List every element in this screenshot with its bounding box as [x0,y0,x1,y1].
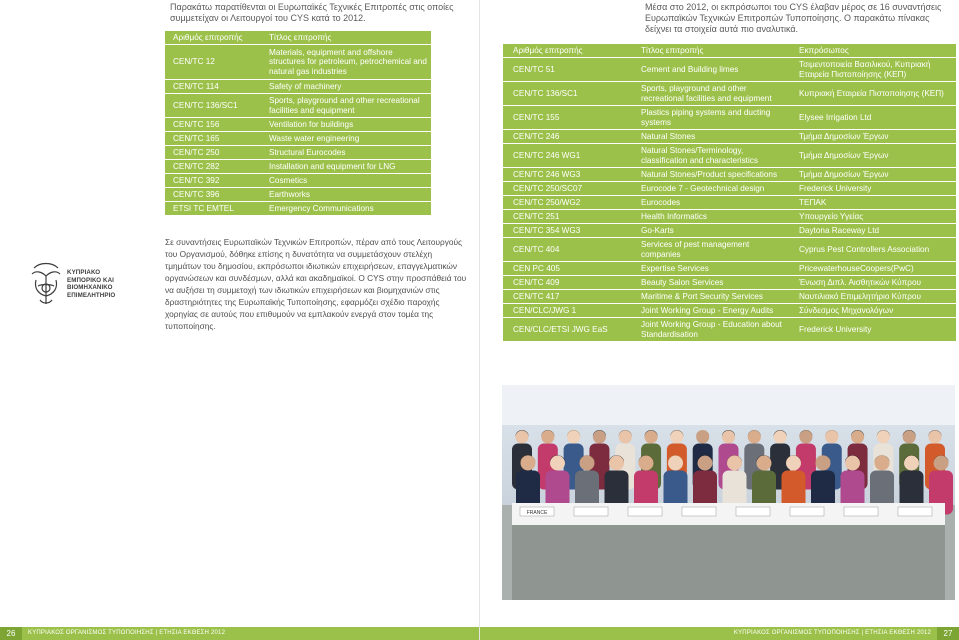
committee-number: CEN/TC 155 [503,105,637,129]
person-head [550,456,565,471]
committee-number: CEN/TC 114 [165,79,265,93]
committee-representative: Frederick University [795,181,956,195]
committee-number: CEN/TC 251 [503,209,637,223]
committee-title: Sports, playground and other recreational facilities and equipment [637,81,795,105]
right-intro-text: Μέσα στο 2012, οι εκπρόσωποι του CYS έλαβαν μέρος σε 16 συναντήσεις Ευρωπαϊκών Τεχνικών Επιτροπών Τυποποίησης. Ο παρακάτω πίνακας δείχνει τα στοιχεία αυτά πιο αναλυτικά. [645,2,942,34]
committee-representative: ΤΕΠΑΚ [795,195,956,209]
person-head [851,431,864,444]
group-photo [502,385,955,600]
committee-title: Safety of machinery [265,79,431,93]
committee-number: CEN/TC 404 [503,237,637,261]
committee-title: Cosmetics [265,173,431,187]
table-row [503,105,956,129]
committee-number: CEN/TC 246 [503,129,637,143]
committee-title: Natural Stones/Product specifications [637,167,795,181]
person-head [670,431,683,444]
person-head [609,456,624,471]
committee-number: CEN/TC 156 [165,117,265,131]
column-header-title: Τίτλος επιτροπής [637,44,795,57]
committee-number: CEN/TC 392 [165,173,265,187]
person-head [727,456,742,471]
committee-title: Plastics piping systems and ducting systems [637,105,795,129]
logo-line: ΒΙΟΜΗΧΑΝΙΚΟ [67,284,113,292]
committee-representative: Τμήμα Δημοσίων Έργων [795,143,956,167]
table-row [165,201,431,215]
committee-representative: Daytona Raceway Ltd [795,223,956,237]
table-row [165,44,431,79]
committee-number: CEN/TC 136/SC1 [165,93,265,117]
table-row [165,187,431,201]
committee-title: Earthworks [265,187,431,201]
committee-representative: Elysee Irrigation Ltd [795,105,956,129]
table-sign-label: FRANCE [526,510,548,516]
committee-number: CEN/TC 417 [503,289,637,303]
column-header-number: Αριθμός επιτροπής [503,44,637,57]
committee-title: Ventilation for buildings [265,117,431,131]
committee-title: Beauty Salon Services [637,275,795,289]
table-row [165,173,431,187]
logo-line: ΕΜΠΟΡΙΚΟ ΚΑΙ [67,276,114,284]
committee-title: Health Informatics [637,209,795,223]
committee-number: CEN PC 405 [503,261,637,275]
group-photo-image [502,385,955,600]
committee-representative: Τμήμα Δημοσίων Έργων [795,129,956,143]
person-head [757,456,772,471]
person-head [696,431,709,444]
committee-representative: PricewaterhouseCoopers(PwC) [795,261,956,275]
person-head [580,456,595,471]
committee-number: ETSI TC EMTEL [165,201,265,215]
table-sign [736,507,770,516]
chamber-logo-text [67,269,115,299]
table-row [165,131,431,145]
committee-title: Eurocode 7 - Geotechnical design [637,181,795,195]
page-number: 26 [0,627,22,640]
committee-title: Joint Working Group - Energy Audits [637,303,795,317]
left-committees-table [165,31,431,215]
committee-title: Go-Karts [637,223,795,237]
footer-text: ΚΥΠΡΙΑΚΟΣ ΟΡΓΑΝΙΣΜΟΣ ΤΥΠΟΠΟΙΗΣΗΣ | ΕΤΗΣΙΑ ΕΚΘΕΣΗ 2012 [28,630,226,636]
person-head [541,431,554,444]
committee-title: Eurocodes [637,195,795,209]
left-footer [0,627,479,640]
person-head [748,431,761,444]
table-sign [790,507,824,516]
left-intro-text: Παρακάτω παρατίθενται οι Ευρωπαϊκές Τεχνικές Επιτροπές στις οποίες συμμετείχαν οι Λειτουργοί του CYS κατά το 2012. [170,2,454,23]
column-header-title: Τίτλος επιτροπής [265,31,431,44]
person-head [929,431,942,444]
table-row [503,81,956,105]
person-head [639,456,654,471]
table-row [503,129,956,143]
person-head [816,456,831,471]
table-header-row [165,31,431,44]
committee-representative: Κυπριακή Εταιρεία Πιστοποίησης (ΚΕΠ) [795,81,956,105]
column-header-number: Αριθμός επιτροπής [165,31,265,44]
table-row [503,195,956,209]
committee-representative: Frederick University [795,317,956,341]
committee-title: Waste water engineering [265,131,431,145]
person-head [877,431,890,444]
person-head [698,456,713,471]
committee-representative: Τμήμα Δημοσίων Έργων [795,167,956,181]
person-head [619,431,632,444]
person-head [668,456,683,471]
table-sign [628,507,662,516]
committee-title: Installation and equipment for LNG [265,159,431,173]
person-head [904,456,919,471]
person-head [825,431,838,444]
person-head [799,431,812,444]
footer-text: ΚΥΠΡΙΑΚΟΣ ΟΡΓΑΝΙΣΜΟΣ ΤΥΠΟΠΟΙΗΣΗΣ | ΕΤΗΣΙΑ ΕΚΘΕΣΗ 2012 [733,630,931,636]
committee-representative: Cyprus Pest Controllers Association [795,237,956,261]
committee-number: CEN/CLC/ETSI JWG EaS [503,317,637,341]
table-row [165,93,431,117]
committee-number: CEN/CLC/JWG 1 [503,303,637,317]
table-row [165,117,431,131]
committee-title: Materials, equipment and offshore structures for petroleum, petrochemical and natural gas industries [265,44,431,79]
person-head [903,431,916,444]
logo-line: ΕΠΙΜΕΛΗΤΗΡΙΟ [67,291,116,299]
table-sign [844,507,878,516]
committee-representative: Τσιμεντοποιεία Βασιλικού, Κυπριακή Εταιρεία Πιστοποίησης (ΚΕΠ) [795,57,956,81]
committee-number: CEN/TC 396 [165,187,265,201]
table-row [503,209,956,223]
person-head [722,431,735,444]
photo-ceiling [502,385,955,425]
committee-representative: Σύνδεσμος Μηχανολόγων [795,303,956,317]
chamber-logo [26,260,146,310]
committee-representative: Ναυτιλιακό Επιμελητήριο Κύπρου [795,289,956,303]
committee-representative: Ένωση Διπλ. Αισθητικών Κύπρου [795,275,956,289]
right-representatives-table [503,44,956,341]
table-sign [682,507,716,516]
chamber-emblem-icon [26,260,66,310]
committee-number: CEN/TC 246 WG3 [503,167,637,181]
committee-title: Emergency Communications [265,201,431,215]
table-row [503,289,956,303]
table-row [503,143,956,167]
table-row [165,79,431,93]
committee-number: CEN/TC 12 [165,44,265,79]
table-sign [898,507,932,516]
table-row [503,261,956,275]
committee-title: Joint Working Group - Education about Standardisation [637,317,795,341]
committee-number: CEN/TC 409 [503,275,637,289]
person-head [845,456,860,471]
table-row [503,303,956,317]
table-row [503,57,956,81]
person-head [774,431,787,444]
table-row [165,145,431,159]
committee-number: CEN/TC 354 WG3 [503,223,637,237]
person-head [567,431,580,444]
committee-number: CEN/TC 246 WG1 [503,143,637,167]
person-head [875,456,890,471]
table-row [503,181,956,195]
left-page [0,0,479,640]
table-row [503,317,956,341]
logo-line: ΚΥΠΡΙΑΚΟ [67,269,101,276]
person-head [786,456,801,471]
committee-number: CEN/TC 250/SC07 [503,181,637,195]
column-header-representative: Εκπρόσωπος [795,44,956,57]
committee-number: CEN/TC 51 [503,57,637,81]
committee-title: Cement and Building limes [637,57,795,81]
page-number: 27 [937,627,959,640]
committee-number: CEN/TC 136/SC1 [503,81,637,105]
committee-number: CEN/TC 250 [165,145,265,159]
committee-title: Natural Stones/Terminology, classification and characteristics [637,143,795,167]
table-row [503,275,956,289]
right-footer [480,627,959,640]
person-head [934,456,949,471]
person-head [645,431,658,444]
committee-representative: Υπουργείο Υγείας [795,209,956,223]
table-row [503,237,956,261]
committee-title: Expertise Services [637,261,795,275]
person-head [593,431,606,444]
person-head [521,456,536,471]
table-skirt [512,525,945,600]
left-body-paragraph: Σε συναντήσεις Ευρωπαϊκών Τεχνικών Επιτροπών, πέραν από τους Λειτουργούς του Οργανισμού, δόθηκε επίσης η δυνατότητα να συμμετάσχουν στελέχη τμημάτων του δημοσίου, εκπρόσωποι ιδιωτικών επιχειρήσεων, επαγγελματικών οργανώσεων και συνδέσμων, αλλά και ακαδημαϊκοί. Ο CYS στην προσπάθειά του να αυξήσει τη συμμετοχή των ιδιωτικών επιχειρήσεων και βιομηχανιών στις δραστηριότητες της Ευρωπαϊκής Τυποποίησης, εφαρμόζει σχέδιο παροχής χορηγίας σε αυτούς που επιθυμούν να εμπλακούν ενεργά στον τομέα της τυποποίησης. [165,237,467,331]
committee-title: Structural Eurocodes [265,145,431,159]
committee-title: Services of pest management companies [637,237,795,261]
table-row [503,223,956,237]
committee-number: CEN/TC 165 [165,131,265,145]
committee-title: Sports, playground and other recreational facilities and equipment [265,93,431,117]
committee-number: CEN/TC 250/WG2 [503,195,637,209]
table-sign [574,507,608,516]
committee-title: Maritime & Port Security Services [637,289,795,303]
person-head [516,431,529,444]
table-row [165,159,431,173]
table-header-row [503,44,956,57]
right-page [480,0,959,640]
table-row [503,167,956,181]
committee-title: Natural Stones [637,129,795,143]
committee-number: CEN/TC 282 [165,159,265,173]
